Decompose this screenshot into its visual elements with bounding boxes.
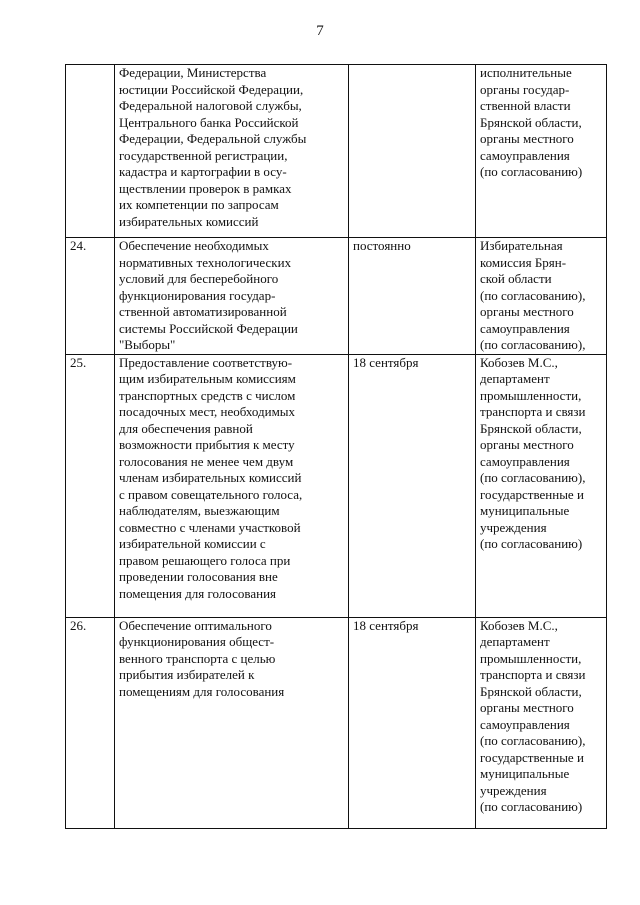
responsible-line: Кобозев М.С., bbox=[480, 354, 558, 370]
text-line: ственной автоматизированной bbox=[119, 304, 287, 319]
text-line: транспортных средств с числом bbox=[119, 387, 296, 403]
text-line: функционирования общест- bbox=[119, 634, 275, 649]
responsible-line: департамент bbox=[480, 634, 550, 649]
responsible-line: ской области bbox=[480, 271, 552, 286]
responsible-line: Избирательная bbox=[480, 238, 563, 253]
text-line: помещениям для голосования bbox=[119, 683, 285, 699]
responsible-line: (по согласованию), bbox=[480, 287, 586, 303]
responsible-cell bbox=[476, 354, 607, 617]
responsible-line: Брянской области, bbox=[480, 420, 582, 436]
text-line: щим избирательным комиссиям bbox=[119, 371, 296, 386]
text-line: проведении голосования вне bbox=[119, 569, 278, 584]
deadline-cell: 18 сентября bbox=[349, 617, 476, 828]
text-line: Федерации, Министерства bbox=[119, 65, 267, 80]
row-number-cell bbox=[66, 65, 115, 238]
responsible-cell bbox=[476, 617, 607, 828]
responsible-line: промышленности, bbox=[480, 387, 582, 403]
deadline-cell: 18 сентября bbox=[349, 354, 476, 617]
responsible-line: (по согласованию) bbox=[480, 164, 583, 179]
responsible-line: муниципальные bbox=[480, 503, 570, 518]
responsible-line: органы местного bbox=[480, 700, 574, 715]
responsible-line: (по согласованию) bbox=[480, 799, 583, 814]
text-line: функционирования государ- bbox=[119, 287, 276, 303]
responsible-line: (по согласованию), bbox=[480, 733, 586, 748]
text-line: для обеспечения равной bbox=[119, 420, 253, 436]
text-line: членам избирательных комиссий bbox=[119, 470, 302, 485]
table-row bbox=[66, 65, 607, 238]
responsible-line: (по согласованию), bbox=[480, 337, 586, 352]
responsible-line: (по согласованию) bbox=[480, 536, 583, 551]
text-line: кадастра и картографии в осу- bbox=[119, 164, 287, 179]
text-line: Центрального банка Российской bbox=[119, 114, 299, 130]
responsible-line: органы государ- bbox=[480, 81, 570, 97]
table-row bbox=[66, 354, 607, 617]
responsible-line: транспорта и связи bbox=[480, 404, 586, 419]
responsible-line: органы местного bbox=[480, 437, 574, 452]
text-line: Обеспечение необходимых bbox=[119, 238, 269, 253]
responsible-line: государственные и bbox=[480, 486, 584, 502]
responsible-line: департамент bbox=[480, 371, 550, 386]
text-line: голосования не менее чем двум bbox=[119, 453, 294, 469]
text-line: избирательной комиссии с bbox=[119, 536, 266, 551]
measure-text-cell bbox=[115, 65, 349, 238]
deadline-cell bbox=[349, 65, 476, 238]
table-row bbox=[66, 617, 607, 828]
responsible-line: (по согласованию), bbox=[480, 470, 586, 485]
responsible-line: Кобозев М.С., bbox=[480, 617, 558, 633]
responsible-line: исполнительные bbox=[480, 65, 572, 80]
text-line: условий для бесперебойного bbox=[119, 271, 279, 286]
text-line: Федерации, Федеральной службы bbox=[119, 131, 307, 146]
responsible-line: Брянской области, bbox=[480, 114, 582, 130]
responsible-line: органы местного bbox=[480, 304, 574, 319]
text-line: Обеспечение оптимального bbox=[119, 617, 272, 633]
page-number: 7 bbox=[316, 23, 324, 39]
text-line: системы Российской Федерации bbox=[119, 320, 298, 336]
text-line: наблюдателям, выезжающим bbox=[119, 503, 280, 518]
text-line: государственной регистрации, bbox=[119, 147, 288, 163]
text-line: с правом совещательного голоса, bbox=[119, 486, 303, 502]
responsible-line: самоуправления bbox=[480, 147, 570, 163]
measure-text-cell bbox=[115, 354, 349, 617]
deadline-cell: постоянно bbox=[349, 238, 476, 355]
text-line: избирательных комиссий bbox=[119, 213, 259, 229]
text-line: прибытия избирателей к bbox=[119, 667, 255, 682]
responsible-cell bbox=[476, 65, 607, 238]
text-line: ществлении проверок в рамках bbox=[119, 180, 292, 196]
text-line: правом решающего голоса при bbox=[119, 552, 291, 568]
measure-text-cell bbox=[115, 617, 349, 828]
text-line: Предоставление соответствую- bbox=[119, 354, 293, 370]
responsible-line: органы местного bbox=[480, 131, 574, 146]
text-line: совместно с членами участковой bbox=[119, 519, 301, 535]
responsible-line: самоуправления bbox=[480, 320, 570, 336]
row-number-cell: 24. bbox=[66, 238, 115, 355]
measures-table bbox=[65, 64, 607, 829]
text-line: помещения для голосования bbox=[119, 585, 277, 601]
responsible-line: транспорта и связи bbox=[480, 667, 586, 682]
responsible-line: государственные и bbox=[480, 749, 584, 765]
responsible-line: самоуправления bbox=[480, 716, 570, 732]
row-number-cell: 26. bbox=[66, 617, 115, 828]
text-line: юстиции Российской Федерации, bbox=[119, 81, 304, 97]
responsible-line: промышленности, bbox=[480, 650, 582, 666]
responsible-line: муниципальные bbox=[480, 766, 570, 781]
text-line: нормативных технологических bbox=[119, 254, 292, 270]
responsible-line: Брянской области, bbox=[480, 683, 582, 699]
measure-text-cell bbox=[115, 238, 349, 355]
responsible-line: комиссия Брян- bbox=[480, 254, 567, 270]
responsible-line: ственной власти bbox=[480, 98, 571, 113]
responsible-line: самоуправления bbox=[480, 453, 570, 469]
table-body bbox=[66, 65, 607, 829]
text-line: "Выборы" bbox=[119, 337, 176, 352]
text-line: посадочных мест, необходимых bbox=[119, 404, 296, 419]
responsible-line: учреждения bbox=[480, 519, 547, 535]
text-line: Федеральной налоговой службы, bbox=[119, 98, 302, 113]
text-line: возможности прибытия к месту bbox=[119, 437, 295, 452]
text-line: венного транспорта с целью bbox=[119, 650, 276, 666]
responsible-cell bbox=[476, 238, 607, 355]
responsible-line: учреждения bbox=[480, 782, 547, 798]
row-number-cell: 25. bbox=[66, 354, 115, 617]
table-row bbox=[66, 238, 607, 355]
text-line: их компетенции по запросам bbox=[119, 197, 279, 212]
